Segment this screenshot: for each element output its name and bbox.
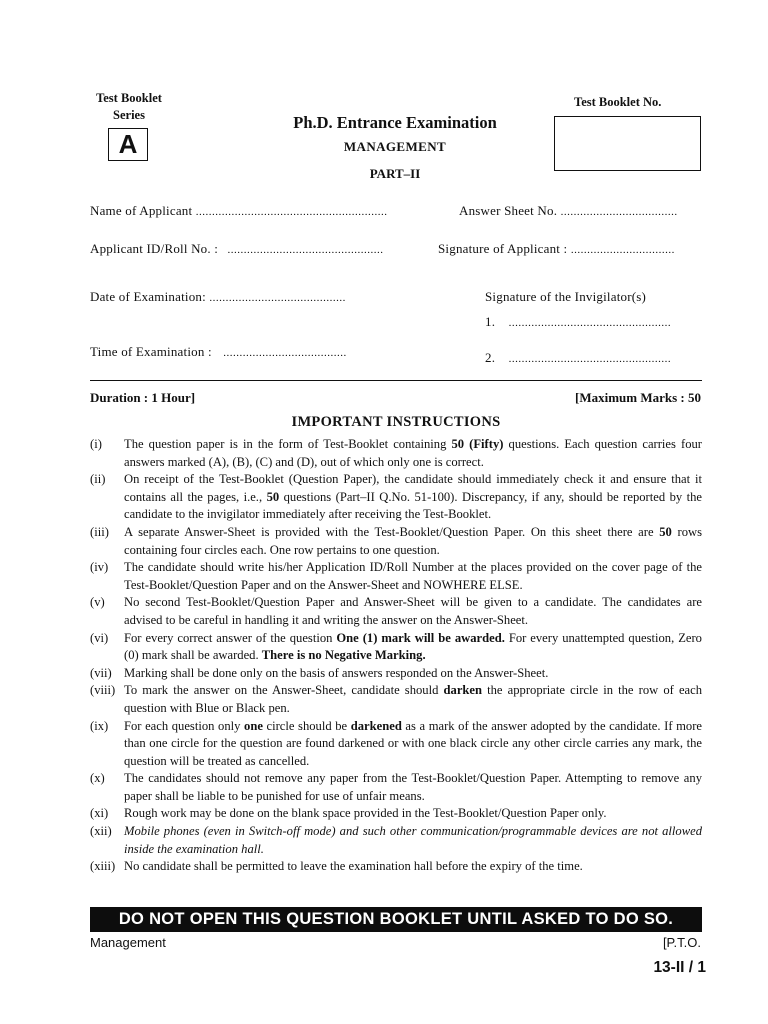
name-field[interactable]	[90, 203, 388, 219]
instruction-number: (v)	[90, 595, 105, 610]
instruction-text-part: The candidate should write his/her Application ID/Roll Number at the places provided on the cover page of the Test-Booklet/Question Paper and on the Answer-Sheet and NOWHERE ELSE.	[124, 560, 702, 592]
instruction-item	[90, 718, 702, 771]
footer-pto: [P.T.O.	[662, 935, 701, 950]
duration: Duration : 1 Hour]	[90, 390, 196, 405]
answer-sheet-field[interactable]	[459, 203, 678, 219]
invigilator-1-num: 1.	[485, 314, 496, 329]
instruction-text-part: For every correct answer of the question	[124, 630, 337, 645]
series-label-line2: Series	[113, 108, 145, 122]
instruction-text	[124, 823, 702, 858]
instruction-text-part: Marking shall be done only on the basis of answers responded on the Answer-Sheet.	[124, 665, 549, 680]
instruction-text	[124, 436, 702, 471]
instruction-text-part: darken	[443, 683, 483, 698]
instruction-text	[124, 805, 702, 823]
instruction-text-part: questions. Each question carries four answers marked (A), (B), (C) and (D), out of which only one is correct.	[124, 437, 702, 469]
instruction-text-part: One (1) mark will be awarded.	[336, 630, 505, 645]
time-field[interactable]	[90, 344, 347, 360]
instruction-text	[124, 471, 702, 524]
invigilator-1-dots: ..................................................	[508, 317, 672, 329]
exam-subject: MANAGEMENT	[343, 139, 447, 154]
instruction-text-part: circle should be	[262, 718, 351, 733]
instruction-number: (xiii)	[90, 859, 116, 874]
answer-sheet-dots: ....................................	[560, 206, 678, 218]
instruction-text-part: For each question only	[124, 718, 245, 733]
sign-applicant-field[interactable]	[438, 241, 675, 257]
instruction-number: (ix)	[90, 718, 109, 733]
instruction-text	[124, 594, 702, 629]
instruction-text-part: Mobile phones (even in Switch-off mode) and such other communication/programmable devices are not allowed inside the examination hall.	[124, 824, 702, 856]
instruction-number: (iv)	[90, 560, 109, 575]
instruction-number: (xi)	[90, 806, 109, 821]
instruction-item	[90, 858, 702, 876]
answer-sheet-label: Answer Sheet No.	[459, 203, 558, 218]
instruction-text-part: The candidates should not remove any paper from the Test-Booklet/Question Paper. Attempting to remove any paper shall be liable to be punished for use of unfair means.	[124, 771, 702, 803]
instruction-number: (vi)	[90, 630, 109, 645]
instruction-text-part: There is no Negative Marking.	[261, 648, 426, 663]
instructions-list	[90, 436, 702, 876]
instruction-item	[90, 823, 702, 858]
roll-label: Applicant ID/Roll No. :	[90, 241, 219, 256]
invigilator-2-field[interactable]	[485, 350, 671, 366]
booklet-no-label: Test Booklet No.	[574, 95, 662, 109]
page-number: 13-II / 1	[653, 959, 706, 976]
instruction-item	[90, 630, 702, 665]
instruction-text-part: Rough work may be done on the blank space provided in the Test-Booklet/Question Paper only.	[124, 806, 607, 821]
instruction-number: (x)	[90, 771, 105, 786]
date-dots: ..........................................	[209, 292, 346, 304]
name-label: Name of Applicant	[90, 203, 193, 218]
instruction-text-part: questions (Part–II Q.No. 51-100). Discrepancy, if any, should be reported by the candidate to the invigilator immediately after receiving the Test-Booklet.	[124, 489, 702, 522]
instruction-text	[124, 559, 702, 594]
instruction-item	[90, 559, 702, 594]
instruction-text	[124, 718, 702, 771]
time-dots: ......................................	[223, 347, 347, 359]
series-letter-box: A	[108, 128, 148, 161]
instruction-text-part: For every unattempted question, Zero (0) mark shall be awarded.	[124, 630, 702, 663]
roll-field[interactable]	[90, 241, 384, 257]
time-label: Time of Examination :	[90, 344, 212, 359]
invigilator-1-field[interactable]	[485, 314, 671, 330]
instruction-item	[90, 665, 702, 683]
instruction-text-part: as a mark of the answer adopted by the candidate. If more than one circle for the question are found darkened or with one black circle any other circle carries any mark, the question will be treated as cancelled.	[124, 718, 702, 768]
instruction-text-part: To mark the answer on the Answer-Sheet, candidate should	[124, 683, 444, 698]
date-label: Date of Examination:	[90, 289, 206, 304]
instruction-text-part: 50	[266, 489, 280, 504]
instruction-number: (ii)	[90, 472, 106, 487]
sign-applicant-dots: ................................	[570, 244, 675, 256]
instruction-number: (i)	[90, 437, 102, 451]
instruction-text	[124, 682, 702, 717]
instruction-item	[90, 682, 702, 717]
instruction-text-part: The question paper is in the form of Test-Booklet containing	[124, 437, 452, 451]
instruction-item	[90, 770, 702, 805]
exam-part: PART–II	[369, 166, 421, 181]
instructions-title: IMPORTANT INSTRUCTIONS	[291, 414, 501, 430]
booklet-no-box[interactable]	[554, 116, 701, 171]
instruction-number: (xii)	[90, 824, 112, 839]
max-marks: [Maximum Marks : 50	[574, 390, 701, 405]
instruction-text-part: 50 (Fifty)	[451, 437, 504, 451]
instruction-text-part: darkened	[350, 718, 402, 733]
divider	[90, 380, 702, 381]
invigilator-2-num: 2.	[485, 350, 496, 365]
instruction-text-part: one	[244, 718, 263, 733]
instruction-text-part: No candidate shall be permitted to leave the examination hall before the expiry of the time.	[124, 859, 583, 874]
series-label	[90, 90, 168, 124]
instruction-item	[90, 471, 702, 524]
instruction-number: (iii)	[90, 524, 109, 539]
exam-title: Ph.D. Entrance Examination	[293, 113, 497, 132]
instruction-text	[124, 665, 702, 683]
instruction-text-part: A separate Answer-Sheet is provided with the Test-Booklet/Question Paper. On this sheet there are	[124, 524, 660, 539]
invigilator-label: Signature of the Invigilator(s)	[485, 289, 647, 304]
instruction-text-part: rows containing four circles each. One row pertains to one question.	[124, 524, 702, 557]
instruction-number: (viii)	[90, 683, 116, 698]
name-dots: ...........................................................	[195, 206, 388, 218]
instruction-number: (vii)	[90, 665, 112, 680]
instruction-item	[90, 524, 702, 559]
instruction-item	[90, 436, 702, 471]
instruction-text	[124, 630, 702, 665]
roll-dots: ................................................	[227, 244, 384, 256]
instruction-text-part: No second Test-Booklet/Question Paper and Answer-Sheet will be given to a candidate. The candidates are advised to be careful in handling it and writing the answer on the Answer-Sheet.	[124, 595, 702, 627]
instruction-text-part: 50	[659, 524, 672, 539]
instruction-item	[90, 805, 702, 823]
instruction-text	[124, 524, 702, 559]
instruction-text-part: the appropriate circle in the row of each question with Blue or Black pen.	[124, 683, 703, 715]
footer-subject: Management	[90, 935, 166, 950]
invigilator-2-dots: ..................................................	[508, 353, 672, 365]
date-field[interactable]	[90, 289, 346, 305]
instruction-text	[124, 770, 702, 805]
sign-applicant-label: Signature of Applicant :	[438, 241, 568, 256]
instruction-item	[90, 594, 702, 629]
series-label-line1: Test Booklet	[96, 91, 162, 105]
instruction-text	[124, 858, 702, 876]
warning-banner: DO NOT OPEN THIS QUESTION BOOKLET UNTIL ASKED TO DO SO.	[90, 907, 702, 932]
instruction-text-part: On receipt of the Test-Booklet (Question Paper), the candidate should immediately check it and ensure that it contains all the pages, i.e.,	[124, 472, 702, 504]
